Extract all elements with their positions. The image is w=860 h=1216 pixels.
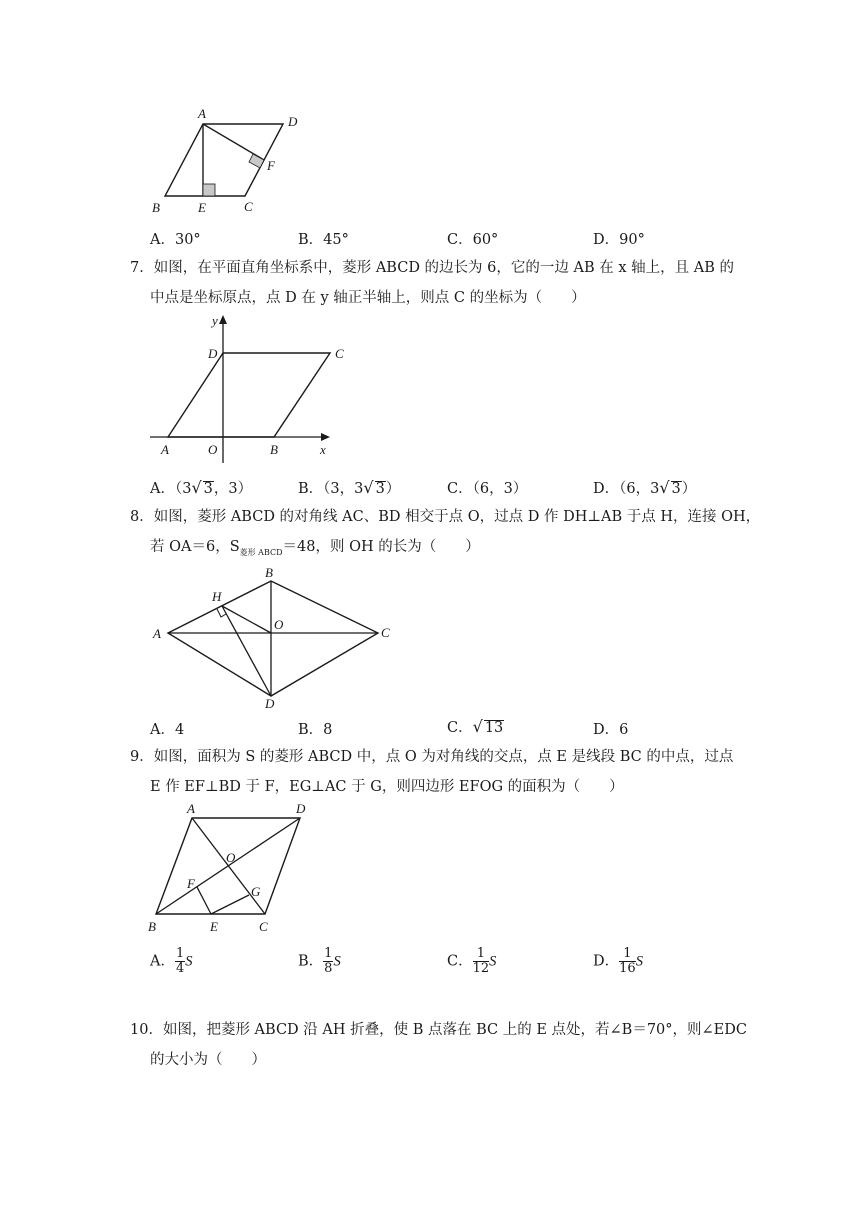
q7-option-d: [593, 477, 696, 498]
q7-rhombus: [168, 353, 330, 437]
q9-label-d: D: [296, 801, 306, 816]
q7-text-line2: 中点是坐标原点，点 D 在 y 轴正半轴上，则点 C 的坐标为（ ）: [150, 290, 586, 306]
q9-label-o: O: [226, 850, 236, 865]
fraction-numerator: 1: [175, 946, 185, 961]
q9-option-d: [593, 947, 643, 976]
q9-label-f: F: [187, 876, 195, 891]
sqrt-symbol: √: [472, 717, 483, 736]
q7-option-a-post: ，3）: [213, 481, 253, 497]
q9-label-e: E: [210, 919, 218, 934]
fraction-denominator: 12: [472, 961, 490, 976]
q7-x-arrow: [321, 433, 330, 441]
sqrt-symbol: √: [363, 478, 374, 497]
fraction-denominator: 4: [175, 961, 185, 976]
q9-option-c-fraction: [473, 947, 490, 976]
q7-option-d-pre: D．（6，3: [593, 481, 660, 497]
q9-option-c-pre: C．: [447, 953, 473, 970]
q6-option-d: D．90°: [593, 232, 645, 248]
q8-option-c-pre: C．: [447, 720, 473, 736]
q9-label-a: A: [187, 801, 195, 816]
q7-option-a-radicand: 3: [203, 481, 213, 497]
fraction-denominator: 8: [324, 961, 333, 976]
q8-label-d: D: [265, 696, 275, 711]
q8-label-c: C: [381, 625, 390, 640]
q9-option-b-pre: B．: [298, 953, 324, 970]
q8-option-d: D．6: [593, 722, 629, 738]
q8-label-b: B: [265, 565, 273, 580]
q6-option-a: A．30°: [150, 232, 201, 248]
q6-label-a: A: [198, 106, 206, 121]
q8-option-c-radicand: 13: [484, 720, 504, 736]
variable-s: S: [635, 953, 643, 970]
q9-option-b: [298, 947, 341, 976]
q7-text-line1: 7．如图，在平面直角坐标系中，菱形 ABCD 的边长为 6，它的一边 AB 在 x 轴上，且 AB 的: [130, 260, 734, 276]
q9-label-g: G: [251, 884, 261, 899]
q9-segment-eg: [211, 895, 249, 914]
q7-label-x: x: [320, 442, 326, 457]
q9-segment-ef: [197, 887, 211, 914]
q6-figure: [140, 100, 320, 220]
q7-label-c: C: [335, 346, 344, 361]
q9-option-a-pre: A．: [150, 953, 175, 970]
q6-option-b: B．45°: [298, 232, 349, 248]
q9-option-a: [150, 947, 193, 976]
q8-option-b: B．8: [298, 722, 333, 738]
variable-s: S: [185, 953, 193, 970]
q6-label-c: C: [244, 199, 253, 214]
fraction-numerator: 1: [473, 947, 490, 962]
variable-s: S: [489, 953, 497, 970]
q10-text-line1: 10．如图，把菱形 ABCD 沿 AH 折叠，使 B 点落在 BC 上的 E 点处，若∠B＝70°，则∠EDC: [130, 1022, 747, 1038]
q7-option-b-pre: B．（3，3: [298, 481, 364, 497]
q9-option-d-pre: D．: [593, 953, 620, 970]
q9-option-a-fraction: [175, 947, 185, 976]
q7-figure: [140, 308, 344, 468]
q9-text-line2: E 作 EF⊥BD 于 F，EG⊥AC 于 G，则四边形 EFOG 的面积为（ ）: [150, 779, 624, 795]
q7-label-b: B: [270, 442, 278, 457]
q9-option-c: [447, 947, 496, 976]
q8-text-line2-sub: 菱形 ABCD: [239, 547, 283, 557]
q8-option-a: A．4: [150, 722, 185, 738]
q9-text-line1: 9．如图，面积为 S 的菱形 ABCD 中，点 O 为对角线的交点，点 E 是线段 BC 的中点，过点: [130, 749, 734, 765]
q9-label-b: B: [148, 919, 156, 934]
q8-text-line2-post: ＝48，则 OH 的长为（ ）: [282, 539, 480, 555]
q9-figure: [140, 798, 320, 938]
fraction-numerator: 1: [619, 947, 636, 962]
q6-rhombus: [165, 124, 283, 196]
q8-label-o: O: [274, 617, 284, 632]
sqrt-symbol: √: [659, 478, 670, 497]
q6-label-e: E: [198, 200, 206, 215]
q7-option-c: C．（6，3）: [447, 481, 528, 497]
q7-label-o: O: [208, 442, 218, 457]
q6-option-c: C．60°: [447, 232, 499, 248]
q7-option-d-radicand: 3: [671, 481, 681, 497]
q9-label-c: C: [259, 919, 268, 934]
q8-label-a: A: [153, 626, 161, 641]
q7-label-y: y: [212, 313, 218, 328]
q8-text-line1: 8．如图，菱形 ABCD 的对角线 AC、BD 相交于点 O，过点 D 作 DH⊥AB 于点 H，连接 OH，: [130, 509, 761, 525]
q7-y-arrow: [219, 315, 227, 324]
sqrt-symbol: √: [191, 478, 202, 497]
q6-right-angle-e: [203, 184, 215, 196]
q6-right-angle-f: [249, 154, 264, 168]
q9-option-b-fraction: [323, 947, 333, 976]
fraction-denominator: 16: [619, 961, 636, 976]
q10-text-line2: 的大小为（ ）: [150, 1052, 266, 1068]
q8-label-h: H: [212, 589, 222, 604]
fraction-numerator: 1: [324, 946, 333, 961]
q8-text-line2-pre: 若 OA＝6，S: [150, 539, 240, 555]
q6-label-f: F: [267, 158, 275, 173]
q9-diagonal-bd: [156, 818, 300, 914]
q8-rhombus: [168, 581, 378, 696]
q7-option-a-pre: A．（3: [150, 481, 192, 497]
q7-option-b-radicand: 3: [375, 481, 385, 497]
q9-option-d-fraction: [619, 947, 636, 976]
q7-option-a: [150, 477, 252, 498]
q6-label-d: D: [288, 114, 298, 129]
variable-s: S: [333, 953, 341, 970]
q7-option-d-post: ）: [681, 481, 697, 497]
q7-option-b-post: ）: [385, 481, 401, 497]
q7-label-d: D: [208, 346, 218, 361]
q7-option-b: [298, 477, 400, 498]
q6-label-b: B: [152, 200, 160, 215]
q7-label-a: A: [161, 442, 169, 457]
q8-option-c: [447, 716, 504, 737]
q8-figure: [145, 562, 405, 710]
